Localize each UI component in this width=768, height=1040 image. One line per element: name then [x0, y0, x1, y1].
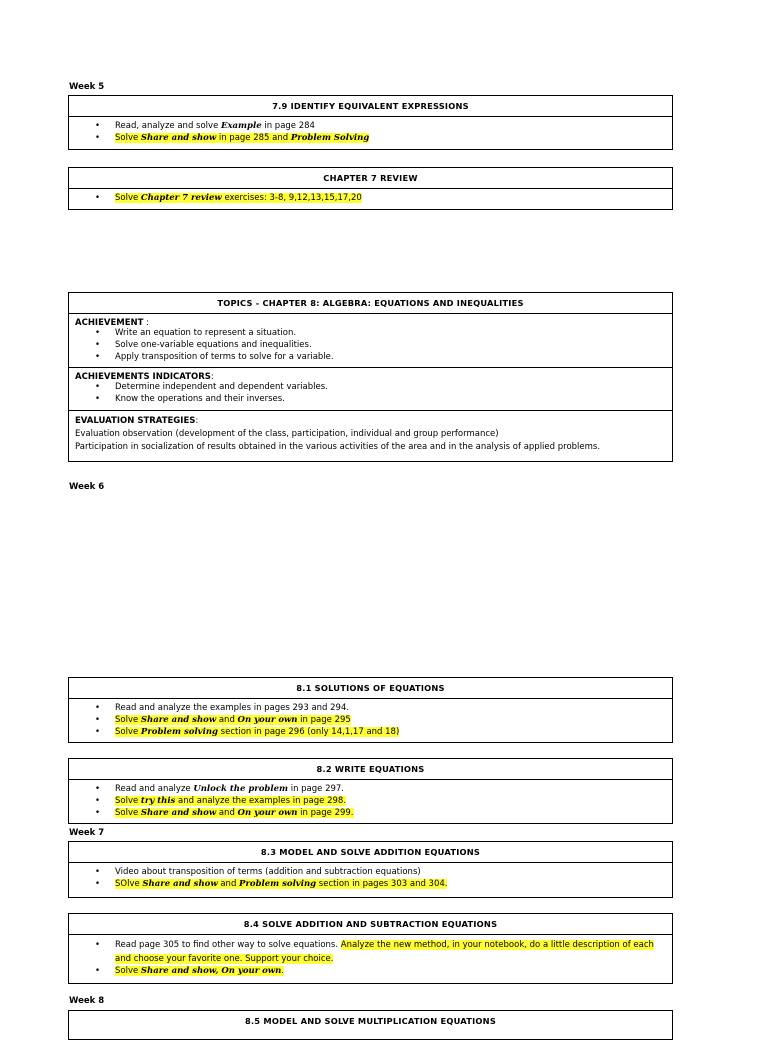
lesson-7-9-box [68, 95, 673, 150]
evaluation-section: EVALUATION STRATEGIES: Evaluation observation (development of the class, participation, individual and group performance) Participation in socialization of results obtained in the various activities of the area and in the analysis of applied problems. [69, 410, 672, 461]
list-item: • Solve Share and show and On your own in page 299. [95, 808, 666, 820]
achievement-label: ACHIEVEMENT [75, 318, 144, 328]
list-item: • Solve Share and show and On your own in page 295 [95, 715, 666, 727]
lesson-8-4-box [68, 913, 673, 984]
lesson-8-5-title: 8.5 MODEL AND SOLVE MULTIPLICATION EQUATIONS [244, 1016, 497, 1026]
chapter-7-review-body [69, 189, 672, 209]
lesson-8-4-title: 8.4 SOLVE ADDITION AND SUBTRACTION EQUATIONS [69, 914, 672, 935]
lesson-8-2-title: 8.2 WRITE EQUATIONS [69, 759, 672, 780]
list-item: • Read and analyze the examples in pages 293 and 294. [95, 703, 666, 715]
topics-title: TOPICS - CHAPTER 8: ALGEBRA: EQUATIONS AND INEQUALITIES [69, 293, 672, 314]
list-item: • Solve try this and analyze the examples in page 298. [95, 796, 666, 808]
achievement-section: ACHIEVEMENT : • Write an equation to represent a situation. • Solve one-variable equations and inequalities. • Apply transposition of terms to solve for a variable. [69, 314, 672, 367]
lesson-8-3-title: 8.3 MODEL AND SOLVE ADDITION EQUATIONS [69, 842, 672, 863]
list-item: • Solve Share and show in page 285 and Problem Solving [95, 133, 666, 145]
list-item: • Solve Chapter 7 review exercises: 3-8, 9,12,13,15,17,20 [95, 193, 666, 205]
indicators-label: ACHIEVEMENTS INDICATORS [75, 372, 211, 383]
chapter-7-review-box [68, 167, 673, 210]
indicators-section: ACHIEVEMENTS INDICATORS: • Determine independent and dependent variables. • Know the operations and their inverses. [69, 367, 672, 410]
list-item: • Solve Problem solving section in page 296 (only 14,1,17 and 18) [95, 727, 666, 739]
evaluation-line-2: Participation in socialization of results obtained in the various activities of the area and in the analysis of applied problems. [75, 441, 601, 452]
list-item: • Apply transposition of terms to solve for a variable. [95, 352, 666, 364]
lesson-8-3-body [69, 863, 672, 897]
list-item: • SOlve Share and show and Problem solving section in pages 303 and 304. [95, 879, 666, 891]
chapter-7-review-title: CHAPTER 7 REVIEW [69, 168, 672, 189]
lesson-8-2-body [69, 780, 672, 823]
lesson-7-9-body [69, 117, 672, 149]
lesson-8-1-title: 8.1 SOLUTIONS OF EQUATIONS [69, 678, 672, 699]
lesson-8-5-box [68, 1010, 673, 1040]
lesson-8-1-box [68, 677, 673, 743]
list-item: • Solve Share and show, On your own. [95, 966, 666, 978]
week-7-label: Week 7 [69, 828, 105, 838]
lesson-8-1-body [69, 699, 672, 742]
list-item: • Read page 305 to find other way to solve equations. Analyze the new method, in your notebook, do a little description of each and choose your favorite one. Support your choice. [95, 939, 666, 966]
list-item: • Determine independent and dependent variables. [95, 382, 666, 394]
lesson-8-3-box [68, 841, 673, 898]
week-5-label: Week 5 [69, 82, 105, 92]
list-item: • Write an equation to represent a situation. [95, 328, 666, 340]
lesson-8-2-box [68, 758, 673, 824]
lesson-8-4-body [69, 935, 672, 983]
list-item: • Solve one-variable equations and inequalities. [95, 340, 666, 352]
list-item: • Read, analyze and solve Example in page 284 [95, 121, 666, 133]
lesson-7-9-title: 7.9 IDENTIFY EQUIVALENT EXPRESSIONS [69, 96, 672, 117]
list-item: • Video about transposition of terms (addition and subtraction equations) [95, 867, 666, 879]
week-8-label: Week 8 [69, 996, 105, 1006]
evaluation-line-1: Evaluation observation (development of the class, participation, individual and group performance) [75, 428, 499, 439]
topics-chapter-8-box [68, 292, 673, 462]
evaluation-label: EVALUATION STRATEGIES [75, 415, 196, 426]
week-6-label: Week 6 [69, 482, 105, 492]
list-item: • Know the operations and their inverses. [95, 394, 666, 406]
list-item: • Read and analyze Unlock the problem in page 297. [95, 784, 666, 796]
